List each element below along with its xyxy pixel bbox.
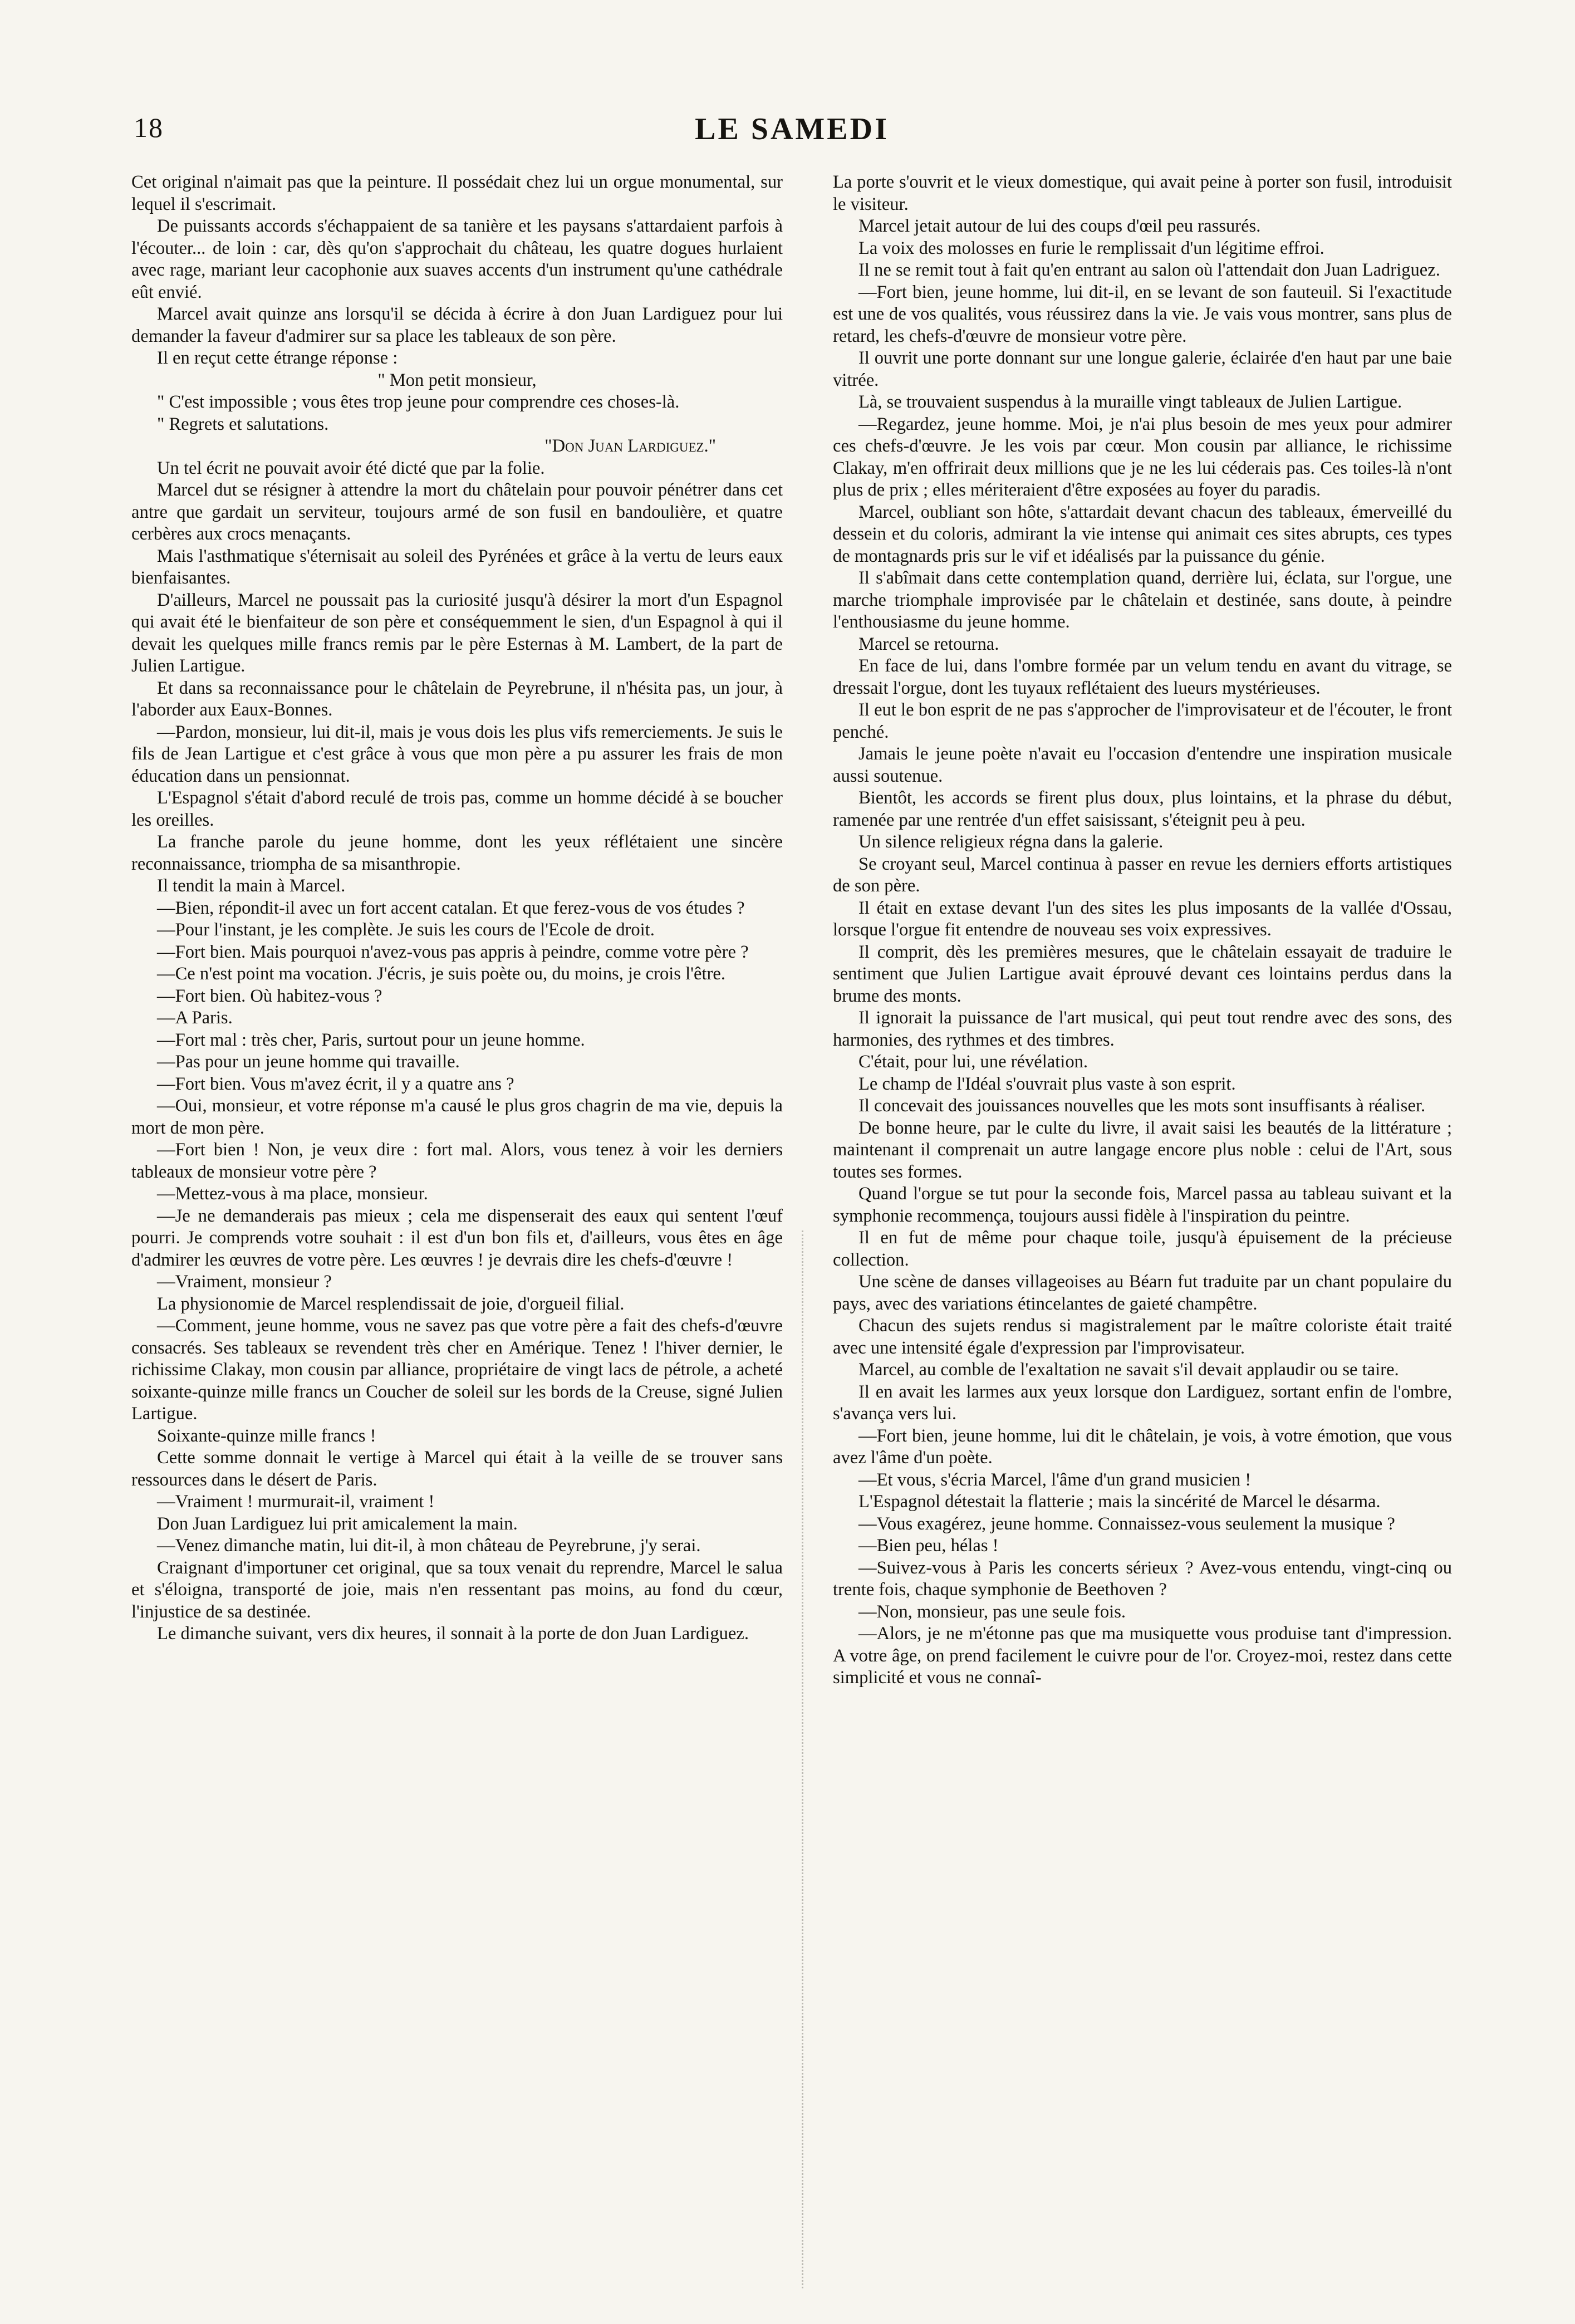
paragraph: —Et vous, s'écria Marcel, l'âme d'un grand musicien ! [858, 1469, 1252, 1490]
paragraph: —Vous exagérez, jeune homme. Connaissez-vous seulement la musique ? [858, 1513, 1395, 1534]
paragraph: Il tendit la main à Marcel. [157, 876, 346, 896]
paragraph: —Non, monsieur, pas une seule fois. [858, 1601, 1126, 1622]
paragraph: Don Juan Lardiguez lui prit amicalement la main. [157, 1513, 518, 1534]
paragraph: Il s'abîmait dans cette contemplation quand, derrière lui, éclata, sur l'orgue, une marche triomphale improvisée par le châtelain et destinée, sans doute, à peindre l'enthousiasme du jeune homme. [833, 568, 1452, 632]
paragraph: —Alors, je ne m'étonne pas que ma musiquette vous produise tant d'impression. A votre âge, on prend facilement le cuivre pour de l'or. Croyez-moi, restez dans cette simplicité et vous ne connaî- [833, 1624, 1452, 1688]
paragraph: Il ouvrit une porte donnant sur une longue galerie, éclairée d'en haut par une baie vitrée. [833, 348, 1452, 390]
page-number: 18 [134, 112, 164, 143]
paragraph: —Bien, répondit-il avec un fort accent catalan. Et que ferez-vous de vos études ? [157, 898, 745, 918]
paragraph: Il comprit, dès les premières mesures, que le châtelain essayait de traduire le sentiment que Julien Lartigue avait éprouvé devant ces lointains perdus dans la brume des monts. [833, 942, 1452, 1006]
paragraph: —Fort bien. Vous m'avez écrit, il y a quatre ans ? [157, 1073, 514, 1094]
paragraph: D'ailleurs, Marcel ne poussait pas la curiosité jusqu'à désirer la mort d'un Espagnol qui avait été le bienfaiteur de son père et conséquemment le sien, d'un Espagnol à qui il devait les quelques mille francs remis par le père Esternas à M. Lambert, de la part de Julien Lartigue. [131, 590, 783, 676]
paragraph: —Fort bien, jeune homme, lui dit-il, en se levant de son fauteuil. Si l'exactitude est une de vos qualités, vous réussirez dans la vie. Je vais vous montrer, sans plus de retard, les chefs-d'œuvre de monsieur votre père. [833, 282, 1452, 346]
paragraph: Il en fut de même pour chaque toile, jusqu'à épuisement de la précieuse collection. [833, 1228, 1452, 1270]
paragraph: La voix des molosses en furie le remplissait d'un légitime effroi. [858, 238, 1324, 258]
paragraph: —Fort bien. Où habitez-vous ? [157, 986, 382, 1006]
paragraph: —Oui, monsieur, et votre réponse m'a causé le plus gros chagrin de ma vie, depuis la mort de mon père. [131, 1096, 783, 1138]
paragraph: Bientôt, les accords se firent plus doux, plus lointains, et la phrase du début, ramenée par une rentrée d'un effet saisissant, s'éteignit peu à peu. [833, 788, 1452, 830]
paragraph: La physionomie de Marcel resplendissait de joie, d'orgueil filial. [157, 1293, 625, 1314]
paragraph: Jamais le jeune poète n'avait eu l'occasion d'entendre une inspiration musicale aussi soutenue. [833, 744, 1452, 786]
letter-closing: " Regrets et salutations. [157, 414, 329, 434]
paragraph: —Vraiment ! murmurait-il, vraiment ! [157, 1492, 435, 1512]
paragraph: —Fort mal : très cher, Paris, surtout pour un jeune homme. [157, 1029, 585, 1050]
paragraph: —Comment, jeune homme, vous ne savez pas que votre père a fait des chefs-d'œuvre consacrés. Ses tableaux se revendent très cher en Amérique. Tenez ! l'hiver dernier, le richissime Clakay, mon cousin par alliance, propriétaire de vingt lacs de pétrole, a acheté soixante-quinze mille francs un Coucher de soleil sur les bords de la Creuse, signé Julien Lartigue. [131, 1316, 783, 1424]
paragraph: —A Paris. [157, 1008, 233, 1028]
paragraph: Le champ de l'Idéal s'ouvrait plus vaste à son esprit. [858, 1073, 1236, 1094]
paragraph: En face de lui, dans l'ombre formée par un velum tendu en avant du vitrage, se dressait l'orgue, dont les tuyaux reflétaient des lueurs mystérieuses. [833, 656, 1452, 698]
paragraph: —Bien peu, hélas ! [858, 1536, 999, 1556]
running-title: LE SAMEDI [695, 112, 889, 146]
paragraph: Il ignorait la puissance de l'art musical, qui peut tout rendre avec des sons, des harmonies, des rythmes et des timbres. [833, 1008, 1452, 1050]
paragraph: Il eut le bon esprit de ne pas s'approcher de l'improvisateur et de l'écouter, le front penché. [833, 700, 1452, 742]
paragraph: Chacun des sujets rendus si magistralement par le maître coloriste était traité avec une intensité égale d'expression par l'improvisateur. [833, 1316, 1452, 1358]
paragraph: —Fort bien. Mais pourquoi n'avez-vous pas appris à peindre, comme votre père ? [157, 942, 749, 962]
paragraph: Marcel jetait autour de lui des coups d'œil peu rassurés. [858, 216, 1261, 236]
paragraph: Marcel dut se résigner à attendre la mort du châtelain pour pouvoir pénétrer dans cet antre que gardait un serviteur, toujours armé de son fusil en bandoulière, et quatre cerbères aux crocs menaçants. [131, 480, 783, 544]
paragraph: Un tel écrit ne pouvait avoir été dicté que par la folie. [157, 458, 545, 478]
paragraph: Il en avait les larmes aux yeux lorsque don Lardiguez, sortant enfin de l'ombre, s'avança vers lui. [833, 1381, 1452, 1424]
letter-salutation: " Mon petit monsieur, [377, 370, 537, 390]
paragraph: Marcel, oubliant son hôte, s'attardait devant chacun des tableaux, émerveillé du dessein et du coloris, admirant la vie intense qui animait ces sites abrupts, ces types de montagnards pris sur le vif et idéalisés par la puissance du génie. [833, 502, 1452, 566]
letter-body: " C'est impossible ; vous êtes trop jeune pour comprendre ces choses-là. [157, 392, 680, 412]
paragraph: Le dimanche suivant, vers dix heures, il sonnait à la porte de don Juan Lardiguez. [157, 1624, 749, 1644]
left-column [131, 171, 783, 1645]
paragraph: L'Espagnol s'était d'abord reculé de trois pas, comme un homme décidé à se boucher les oreilles. [131, 788, 783, 830]
paragraph: —Ce n'est point ma vocation. J'écris, je suis poète ou, du moins, je crois l'être. [157, 964, 725, 984]
paragraph: De bonne heure, par le culte du livre, il avait saisi les beautés de la littérature ; maintenant il comprenait un autre langage encore plus noble : celui de l'Art, sous toutes ses formes. [833, 1117, 1452, 1182]
paragraph: Il concevait des jouissances nouvelles que les mots sont insuffisants à réaliser. [858, 1096, 1426, 1116]
paragraph: De puissants accords s'échappaient de sa tanière et les paysans s'attardaient parfois à l'écouter... de loin : car, dès qu'on s'approchait du château, les quatre dogues hurlaient avec rage, mariant leur cacophonie aux suaves accents d'un instrument qu'une cathédrale eût envié. [131, 216, 783, 302]
paragraph: La porte s'ouvrit et le vieux domestique, qui avait peine à porter son fusil, introduisit le visiteur. [833, 172, 1452, 214]
paragraph: —Venez dimanche matin, lui dit-il, à mon château de Peyrebrune, j'y serai. [157, 1536, 701, 1556]
paragraph: Marcel, au comble de l'exaltation ne savait s'il devait applaudir ou se taire. [858, 1360, 1399, 1380]
paragraph: Mais l'asthmatique s'éternisait au soleil des Pyrénées et grâce à la vertu de leurs eaux bienfaisantes. [131, 546, 783, 588]
paragraph: Et dans sa reconnaissance pour le châtelain de Peyrebrune, il n'hésita pas, un jour, à l'aborder aux Eaux-Bonnes. [131, 678, 783, 720]
paragraph: Un silence religieux régna dans la galerie. [858, 832, 1164, 852]
paragraph: Une scène de danses villageoises au Béarn fut traduite par un chant populaire du pays, avec des variations étincelantes de gaieté champêtre. [833, 1272, 1452, 1314]
paragraph: La franche parole du jeune homme, dont les yeux réflétaient une sincère reconnaissance, triompha de sa misanthropie. [131, 832, 783, 874]
paragraph: —Mettez-vous à ma place, monsieur. [157, 1184, 428, 1204]
paragraph: —Vraiment, monsieur ? [157, 1272, 332, 1292]
paragraph: Il ne se remit tout à fait qu'en entrant au salon où l'attendait don Juan Ladriguez. [858, 260, 1440, 280]
paragraph: Il était en extase devant l'un des sites les plus imposants de la vallée d'Ossau, lorsque l'orgue fit entendre de nouveau ses voix expressives. [833, 898, 1452, 940]
paragraph: —Pour l'instant, je les complète. Je suis les cours de l'Ecole de droit. [157, 920, 655, 940]
paragraph: Là, se trouvaient suspendus à la muraille vingt tableaux de Julien Lartigue. [858, 392, 1402, 412]
column-gutter-marks [802, 1230, 826, 2288]
paragraph: —Fort bien ! Non, je veux dire : fort mal. Alors, vous tenez à voir les derniers tableaux de monsieur votre père ? [131, 1140, 783, 1182]
paragraph: C'était, pour lui, une révélation. [858, 1052, 1088, 1072]
paragraph: —Suivez-vous à Paris les concerts sérieux ? Avez-vous entendu, vingt-cinq ou trente fois, chaque symphonie de Beethoven ? [833, 1557, 1452, 1600]
letter-signature: "Don Juan Lardiguez." [544, 436, 716, 456]
page-header [134, 111, 1450, 150]
paragraph: Craignant d'importuner cet original, que sa toux venait du reprendre, Marcel le salua et s'éloigna, transporté de joie, mais n'en ressentant pas moins, au fond du cœur, l'injustice de sa destinée. [131, 1557, 783, 1622]
right-column [833, 171, 1452, 1689]
paragraph: —Pas pour un jeune homme qui travaille. [157, 1052, 460, 1072]
paragraph: Cette somme donnait le vertige à Marcel qui était à la veille de se trouver sans ressources dans le désert de Paris. [131, 1448, 783, 1490]
paragraph: Soixante-quinze mille francs ! [157, 1425, 376, 1446]
paragraph: —Fort bien, jeune homme, lui dit le châtelain, je vois, à votre émotion, que vous avez l'âme d'un poète. [833, 1425, 1452, 1468]
paragraph: Marcel avait quinze ans lorsqu'il se décida à écrire à don Juan Lardiguez pour lui demander la faveur d'admirer sur sa place les tableaux de son père. [131, 304, 783, 346]
paragraph: L'Espagnol détestait la flatterie ; mais la sincérité de Marcel le désarma. [858, 1492, 1381, 1512]
paragraph: Cet original n'aimait pas que la peinture. Il possédait chez lui un orgue monumental, sur lequel il s'escrimait. [131, 172, 783, 214]
paragraph: Se croyant seul, Marcel continua à passer en revue les derniers efforts artistiques de son père. [833, 854, 1452, 896]
paragraph: —Je ne demanderais pas mieux ; cela me dispenserait des eaux qui sentent l'œuf pourri. Je comprends votre souhait : il est d'un bon fils et, d'ailleurs, vous êtes en âge d'admirer les œuvres de votre père. Les œuvres ! je devrais dire les chefs-d'œuvre ! [131, 1205, 783, 1270]
paragraph: Il en reçut cette étrange réponse : [157, 348, 398, 368]
paragraph: Quand l'orgue se tut pour la seconde fois, Marcel passa au tableau suivant et la symphonie recommença, toujours aussi fidèle à l'inspiration du peintre. [833, 1184, 1452, 1226]
paragraph: —Pardon, monsieur, lui dit-il, mais je vous dois les plus vifs remerciements. Je suis le fils de Jean Lartigue et c'est grâce à vous que mon père a pu assurer les frais de mon éducation dans un pensionnat. [131, 722, 783, 786]
paragraph: —Regardez, jeune homme. Moi, je n'ai plus besoin de mes yeux pour admirer ces chefs-d'œuvre. Je les vois par cœur. Mon cousin par alliance, le richissime Clakay, m'en offrirait deux millions que je ne les lui céderais pas. Ces toiles-là n'ont plus de prix ; elles mériteraient d'être exposées au foyer du paradis. [833, 414, 1452, 500]
paragraph: Marcel se retourna. [858, 634, 999, 654]
